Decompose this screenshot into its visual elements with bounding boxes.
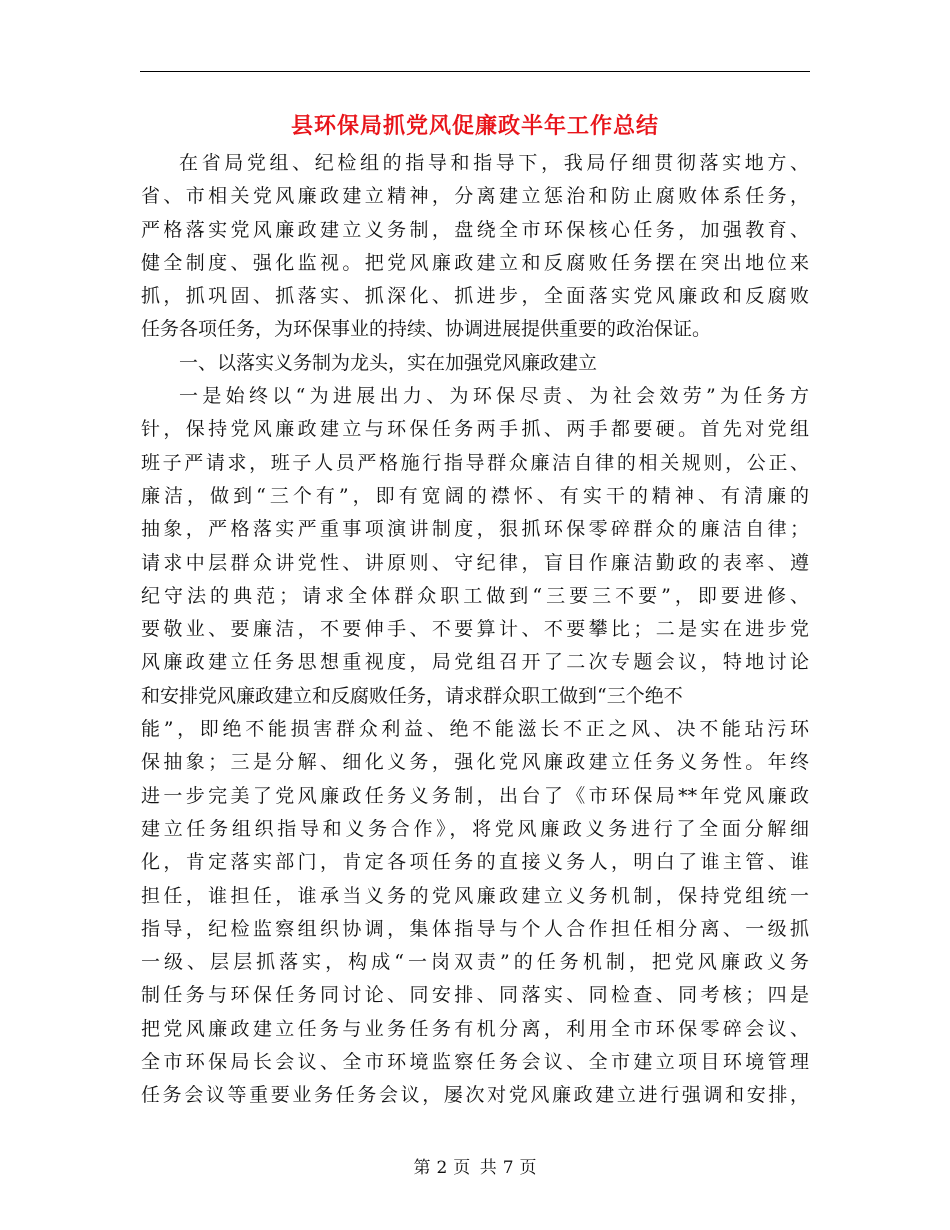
body-line: 请求中层群众讲党性、讲原则、守纪律，盲目作廉洁勤政的表率、遵 — [141, 551, 809, 574]
page-footer — [0, 1153, 950, 1178]
body-line: 严格落实党风廉政建立义务制，盘绕全市环保核心任务，加强教育、 — [141, 218, 809, 241]
body-line: 全市环保局长会议、全市环境监察任务会议、全市建立项目环境管理 — [141, 1051, 809, 1074]
body-line: 在省局党组、纪检组的指导和指导下，我局仔细贯彻落实地方、 — [179, 152, 809, 174]
body-line: 能”，即绝不能损害群众利益、绝不能滋长不正之风、决不能玷污环 — [141, 718, 809, 741]
body-line: 制任务与环保任务同讨论、同安排、同落实、同检查、同考核；四是 — [141, 984, 809, 1007]
body-line: 化，肯定落实部门，肯定各项任务的直接义务人，明白了谁主管、谁 — [141, 851, 809, 874]
body-line: 一、以落实义务制为龙头，实在加强党风廉政建立 — [179, 351, 598, 374]
body-line: 省、市相关党风廉政建立精神，分离建立惩治和防止腐败体系任务， — [141, 185, 809, 208]
body-line: 纪守法的典范；请求全体群众职工做到“三要三不要”，即要进修、 — [141, 584, 809, 607]
body-line: 指导，纪检监察组织协调，集体指导与个人合作担任相分离、一级抓 — [141, 917, 809, 940]
body-line: 建立任务组织指导和义务合作》，将党风廉政义务进行了全面分解细 — [141, 817, 809, 840]
body-line: 任务各项任务，为环保事业的持续、协调进展提供重要的政治保证。 — [141, 318, 712, 341]
body-line: 健全制度、强化监视。把党风廉政建立和反腐败任务摆在突出地位来 — [141, 251, 809, 274]
body-line: 针，保持党风廉政建立与环保任务两手抓、两手都要硬。首先对党组 — [141, 418, 809, 441]
body-line: 把党风廉政建立任务与业务任务有机分离，利用全市环保零碎会议、 — [141, 1017, 809, 1040]
body-line: 保抽象；三是分解、细化义务，强化党风廉政建立任务义务性。年终 — [141, 751, 809, 774]
body-line: 担任，谁担任，谁承当义务的党风廉政建立义务机制，保持党组统一 — [141, 884, 809, 907]
document-body — [141, 147, 809, 1113]
body-line: 班子严请求，班子人员严格施行指导群众廉洁自律的相关规则，公正、 — [141, 451, 809, 474]
body-line: 一是始终以“为进展出力、为环保尽责、为社会效劳”为任务方 — [179, 385, 809, 408]
body-line: 廉洁，做到“三个有”，即有宽阔的襟怀、有实干的精神、有清廉的 — [141, 484, 809, 507]
header-rule — [140, 71, 810, 72]
body-line: 一级、层层抓落实，构成“一岗双责”的任务机制，把党风廉政义务 — [141, 951, 809, 974]
footer-prefix: 第 — [413, 1158, 431, 1178]
document-title: 县环保局抓党风促廉政半年工作总结 — [290, 113, 659, 139]
body-line: 风廉政建立任务思想重视度，局党组召开了二次专题会议，特地讨论 — [141, 651, 809, 674]
body-line: 抽象，严格落实严重事项演讲制度，狠抓环保零碎群众的廉洁自律； — [141, 518, 809, 541]
footer-middle: 页 共 — [453, 1158, 497, 1178]
body-line: 抓，抓巩固、抓落实、抓深化、抓进步，全面落实党风廉政和反腐败 — [141, 285, 809, 308]
body-line: 任务会议等重要业务任务会议，屡次对党风廉政建立进行强调和安排， — [141, 1084, 809, 1107]
body-line: 和安排党风廉政建立和反腐败任务，请求群众职工做到“三个绝不 — [141, 684, 683, 707]
body-line: 进一步完美了党风廉政任务义务制，出台了《市环保局**年党风廉政 — [141, 784, 809, 807]
body-line: 要敬业、要廉洁，不要伸手、不要算计、不要攀比；二是实在进步党 — [141, 618, 809, 641]
footer-suffix: 页 — [519, 1158, 537, 1178]
footer-page-number: 2 — [436, 1158, 448, 1178]
footer-page-total: 7 — [502, 1158, 514, 1178]
